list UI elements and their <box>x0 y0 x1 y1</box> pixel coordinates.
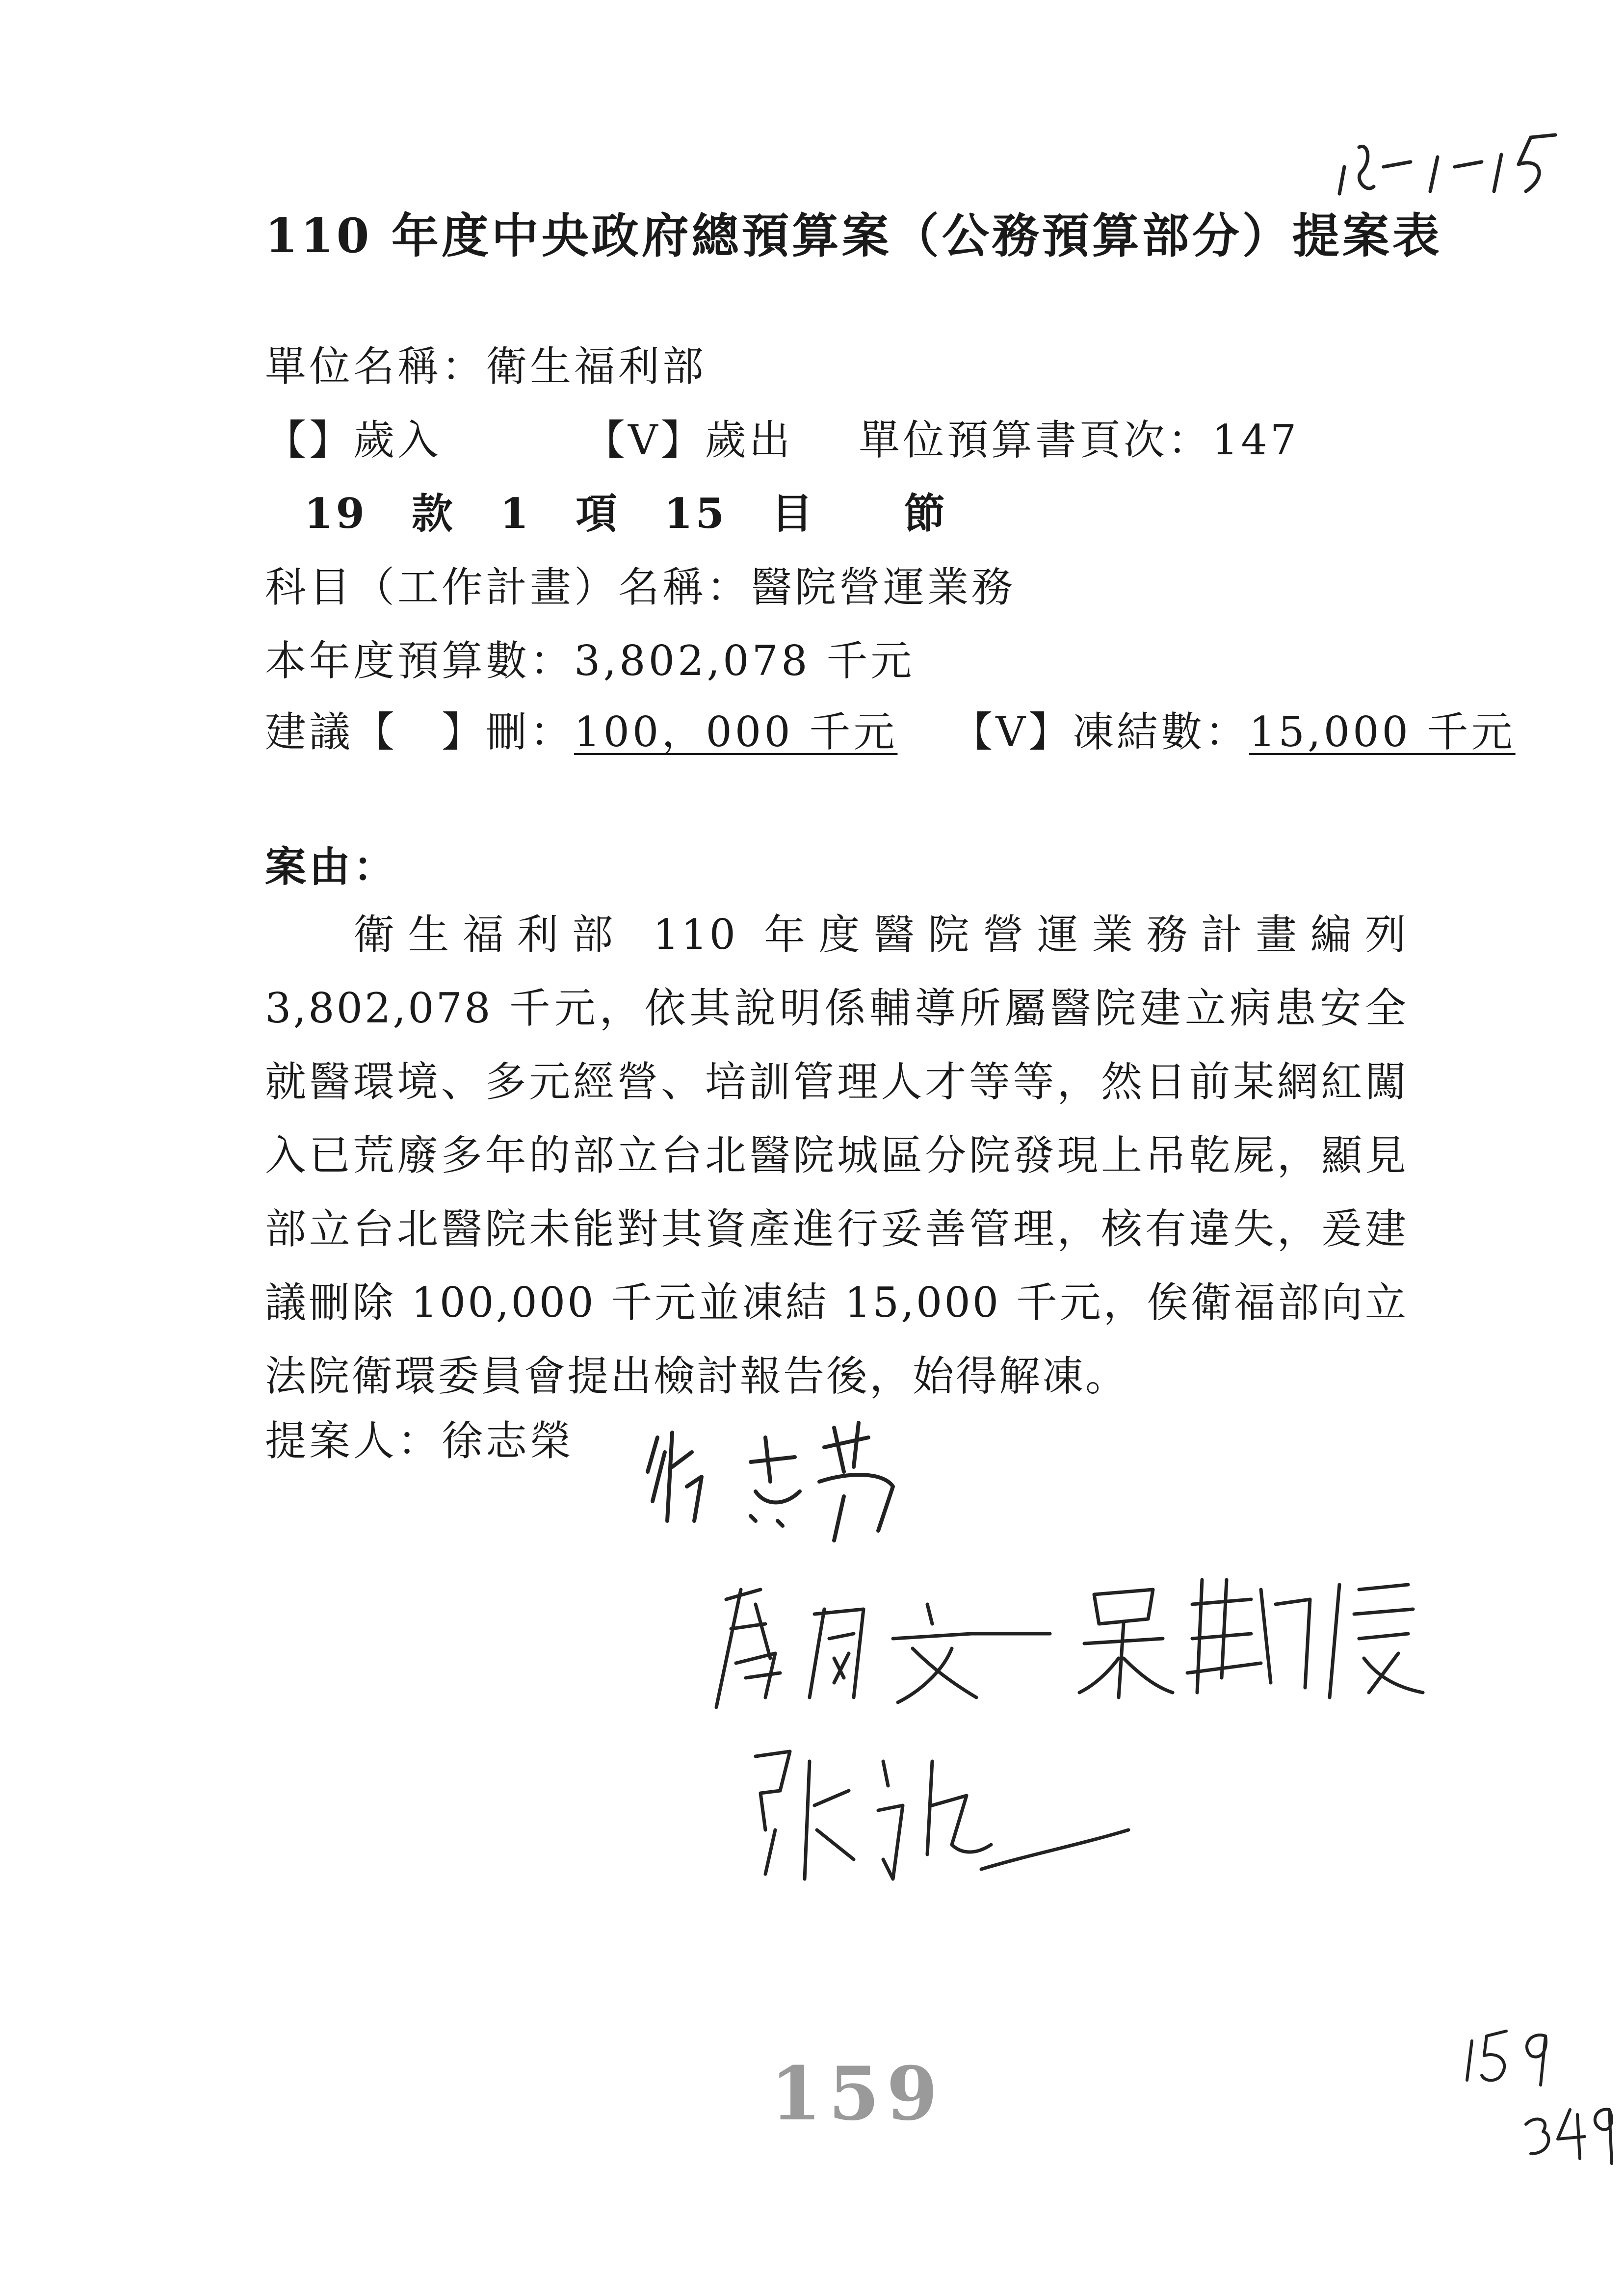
budget-page-ref: 單位預算書頁次：147 <box>859 416 1300 464</box>
signature-xu-zhirong <box>638 1408 1006 1555</box>
revenue-checkbox-label: 【】歲入 <box>265 416 442 464</box>
page-title: 110 年度中央政府總預算案（公務預算部分）提案表 <box>265 208 1442 263</box>
signature-wu-sihuai <box>1065 1560 1438 1707</box>
expense-checkbox-label: 【V】歲出 <box>584 416 793 464</box>
suggestion-line <box>265 699 1516 758</box>
freeze-amount: 15,000 千元 <box>1249 708 1516 756</box>
delete-amount: 100，000 千元 <box>574 708 898 756</box>
unit-name-line: 單位名稱：衛生福利部 <box>265 342 707 391</box>
handwritten-page-number-2 <box>1516 2090 1624 2168</box>
handwritten-page-number-1 <box>1452 2016 1570 2090</box>
signature-jiang-wanan <box>697 1570 1070 1717</box>
subject-line: 科目（工作計畫）名稱：醫院營運業務 <box>265 563 1016 611</box>
section-line: 19 款 1 項 15 目 節 <box>304 489 948 538</box>
handwritten-ref-number <box>1325 108 1609 206</box>
suggestion-prefix: 建議【 】刪： <box>265 708 575 756</box>
page-number-stamp: 159 <box>770 2051 945 2137</box>
reason-paragraph: 衛生福利部 110 年度醫院營運業務計畫編列 3,802,078 千元，依其說明係輔導所屬醫院建立病患安全就醫環境、多元經營、培訓管理人才等等，然日前某網紅闖入已荒廢多年的部立台北醫院城區分院發現上吊乾屍，顯見部立台北醫院未能對其資產進行妥善管理，核有違失，爰建議刪除 100,000 千元並凍結 15,000 千元，俟衛福部向立法院衛環委員會提出檢討報告後，始得解凍。 <box>265 911 1408 1400</box>
freeze-label: 【V】凍結數： <box>951 708 1250 756</box>
reason-heading: 案由： <box>265 842 398 891</box>
signature-zhang-qilu <box>736 1732 1138 1908</box>
budget-amount-line: 本年度預算數：3,802,078 千元 <box>265 637 915 685</box>
proposer-line: 提案人：徐志榮 <box>265 1417 575 1465</box>
